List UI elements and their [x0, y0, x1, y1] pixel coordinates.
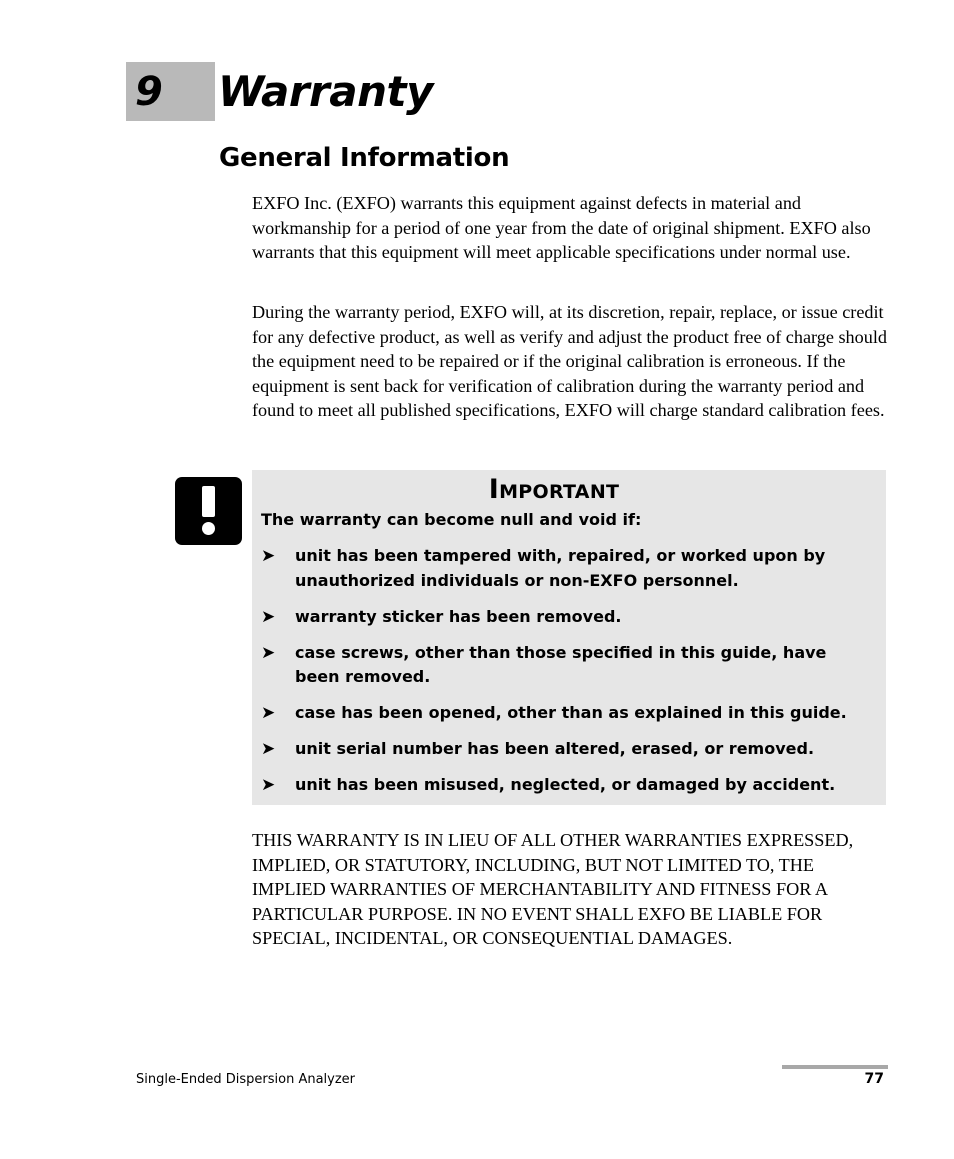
list-item-text: unit serial number has been altered, erased, or removed. — [295, 739, 815, 758]
footer-rule — [782, 1065, 888, 1069]
list-item-text: unit has been misused, neglected, or damaged by accident. — [295, 775, 836, 794]
list-item — [252, 605, 886, 630]
important-notice-box — [252, 470, 886, 805]
arrow-bullet-icon: ➤ — [261, 546, 276, 566]
list-item-text: case screws, other than those specified in this guide, have been removed. — [295, 642, 827, 686]
exclamation-icon — [175, 477, 242, 545]
warranty-paragraph-2: During the warranty period, EXFO will, at its discretion, repair, replace, or issue credit for any defective product, as well as verify and adjust the product free of charge should the equipment need to be repaired or if the original calibration is erroneous. If the equipment is sent back for verification of calibration during the warranty period and found to meet all published specifications, EXFO will charge standard calibration fees. — [252, 302, 887, 421]
list-item — [252, 737, 886, 762]
list-item-text: unit has been tampered with, repaired, or worked upon by unauthorized individuals or non-EXFO personnel. — [295, 546, 826, 590]
disclaimer-paragraph: THIS WARRANTY IS IN LIEU OF ALL OTHER WARRANTIES EXPRESSED, IMPLIED, OR STATUTORY, INCLUDING, BUT NOT LIMITED TO, THE IMPLIED WARRANTIES OF MERCHANTABILITY AND FITNESS FOR A PARTICULAR PURPOSE. IN NO EVENT SHALL EXFO BE LIABLE FOR SPECIAL, INCIDENTAL, OR CONSEQUENTIAL DAMAGES. — [252, 830, 854, 949]
exclamation-icon-dot — [202, 522, 215, 535]
arrow-bullet-icon: ➤ — [261, 606, 276, 627]
arrow-bullet-icon: ➤ — [261, 703, 276, 723]
section-heading: General Information — [219, 143, 510, 173]
warranty-paragraph-1: EXFO Inc. (EXFO) warrants this equipment against defects in material and workmanship for a period of one year from the date of original shipment. EXFO also warrants that this equipment will meet applicable specifications under normal use. — [252, 193, 871, 263]
chapter-title: Warranty — [218, 67, 433, 116]
important-intro: The warranty can become null and void if: — [261, 510, 642, 529]
list-item — [252, 773, 886, 798]
page-number: 77 — [864, 1071, 884, 1087]
list-item-text: case has been opened, other than as explained in this guide. — [295, 703, 847, 722]
important-heading: Important — [488, 474, 620, 505]
arrow-bullet-icon: ➤ — [261, 642, 276, 663]
list-item — [252, 641, 886, 690]
list-item — [252, 544, 886, 593]
important-list — [252, 544, 886, 809]
footer-product-name: Single-Ended Dispersion Analyzer — [136, 1072, 356, 1087]
list-item — [252, 701, 886, 726]
exclamation-icon-bar — [202, 486, 215, 517]
list-item-text: warranty sticker has been removed. — [295, 606, 622, 626]
arrow-bullet-icon: ➤ — [261, 775, 276, 795]
chapter-number: 9 — [135, 69, 163, 115]
arrow-bullet-icon: ➤ — [261, 739, 276, 759]
